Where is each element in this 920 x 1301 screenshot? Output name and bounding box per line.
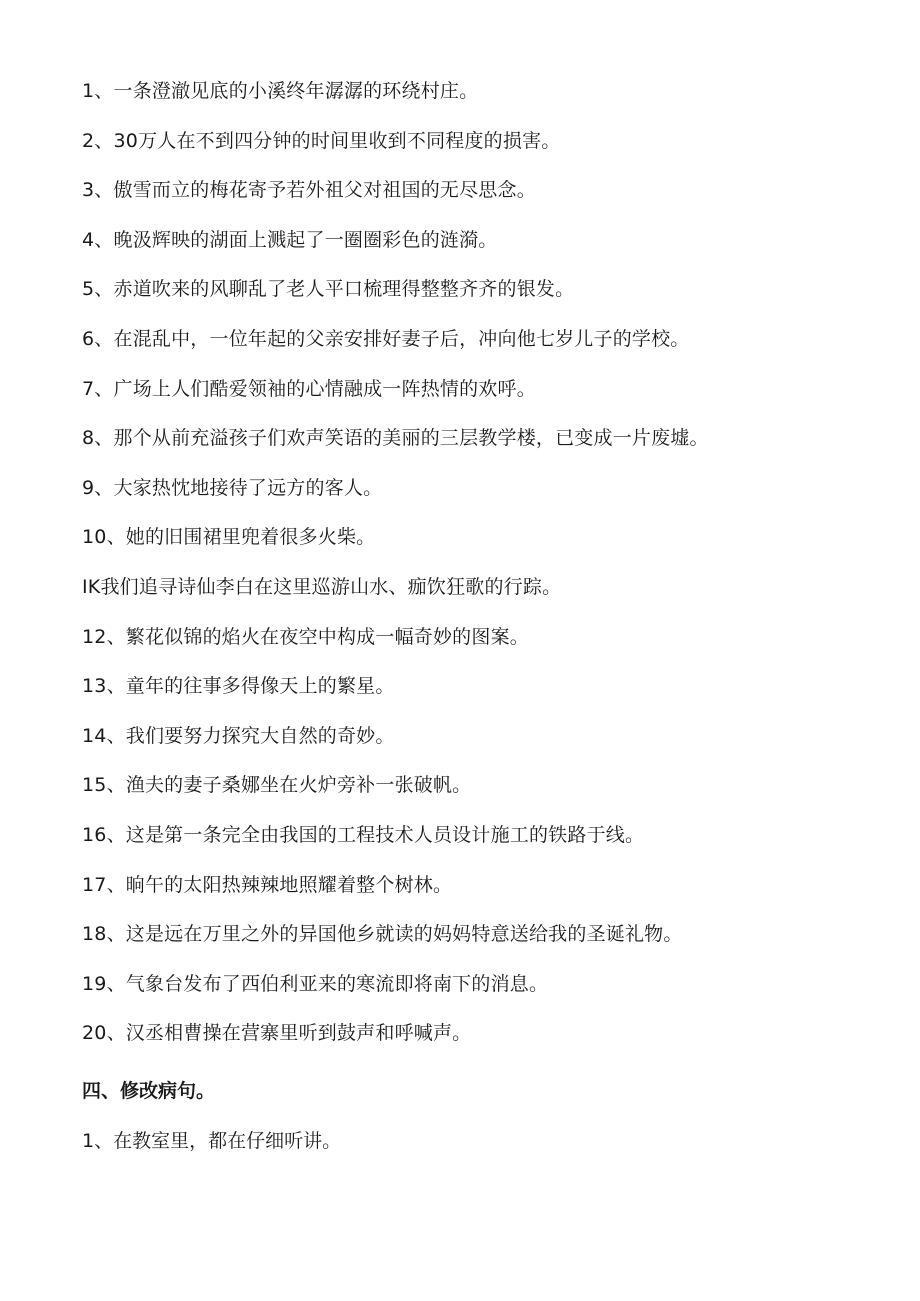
sentence-8: 8、那个从前充溢孩子们欢声笑语的美丽的三层教学楼，已变成一片废墟。 (82, 427, 709, 450)
sentence-20: 20、汉丞相曹操在营寨里听到鼓声和呼喊声。 (82, 1022, 472, 1045)
sentence-4: 4、晚汲辉映的湖面上溅起了一圈圈彩色的涟漪。 (82, 228, 498, 251)
sentence-11: IK我们追寻诗仙李白在这里巡游山水、痂饮狂歌的行踪。 (82, 575, 562, 598)
sentence-1: 1、一条澄澈见底的小溪终年潺潺的环绕村庄。 (82, 80, 479, 102)
sentence-6: 6、在混乱中，一位年起的父亲安排好妻子后，冲向他七岁儿子的学校。 (82, 327, 690, 350)
sentence-16: 16、这是第一条完全由我国的工程技术人员设计施工的铁路于线。 (82, 823, 645, 846)
sentence-7: 7、广场上人们酷爱领袖的心情融成一阵热情的欢呼。 (82, 377, 536, 400)
sentence-18: 18、这是远在万里之外的异国他乡就读的妈妈特意送给我的圣诞礼物。 (82, 923, 683, 946)
sentence-10: 10、她的旧围裙里兜着很多火柴。 (82, 526, 376, 549)
sentence-13: 13、童年的往事多得像天上的繁星。 (82, 675, 395, 698)
correction-question-1: 1、在教室里，都在仔细听讲。 (82, 1130, 342, 1152)
sentence-5: 5、赤道吹来的风聊乱了老人平口梳理得整整齐齐的银发。 (82, 278, 575, 301)
sentence-14: 14、我们要努力探究大自然的奇妙。 (82, 724, 395, 747)
sentence-19: 19、气象台发布了西伯利亚来的寒流即将南下的消息。 (82, 972, 549, 995)
sentence-12: 12、繁花似锦的焰火在夜空中构成一幅奇妙的图案。 (82, 625, 529, 648)
sentence-list (82, 76, 882, 1068)
sentence-3: 3、傲雪而立的梅花寄予若外祖父对祖国的无尽思念。 (82, 179, 536, 202)
sentence-15: 15、渔夫的妻子桑娜坐在火炉旁补一张破帆。 (82, 774, 472, 797)
section-heading: 四、修改病句。 (82, 1080, 216, 1102)
sentence-17: 17、晌午的太阳热辣辣地照耀着整个树林。 (82, 873, 453, 896)
sentence-2: 2、30万人在不到四分钟的时间里收到不同程度的损害。 (82, 129, 561, 152)
sentence-9: 9、大家热忱地接待了远方的客人。 (82, 476, 383, 499)
